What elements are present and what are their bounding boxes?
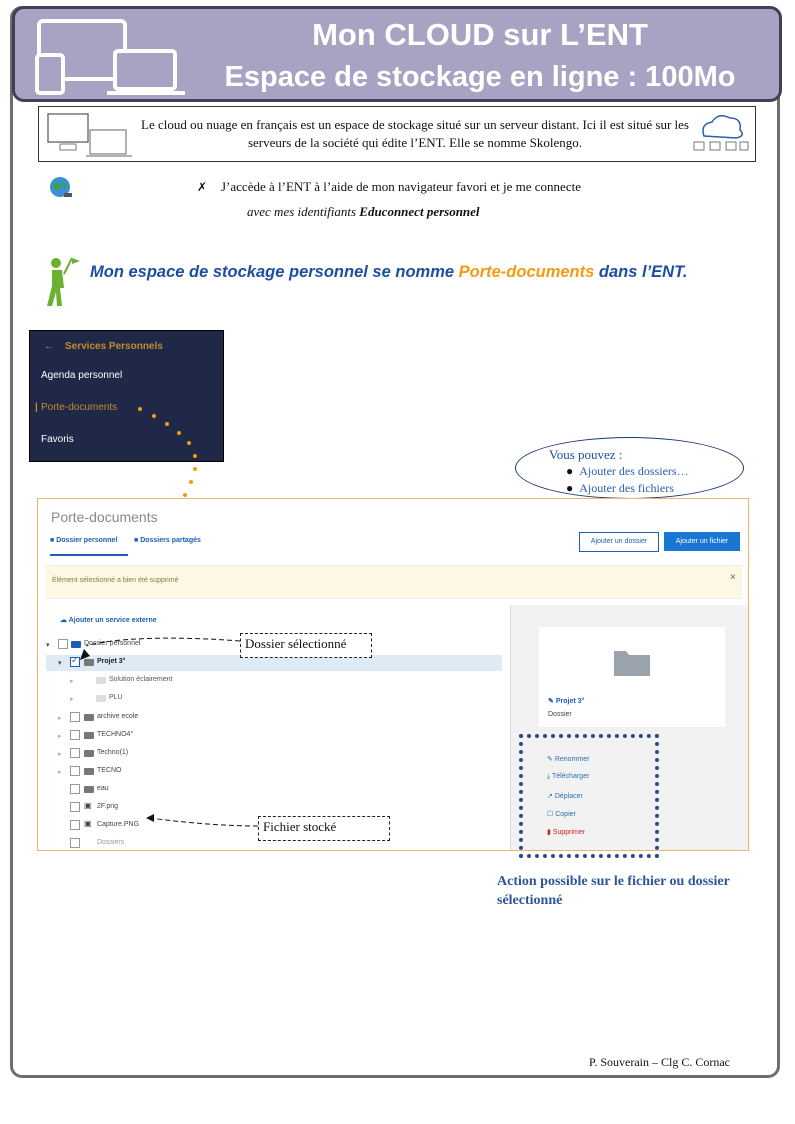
menu-item-agenda[interactable]: Agenda personnel [41,370,123,381]
expand-arrow-icon[interactable]: ▸ [58,733,62,740]
menu-back-icon[interactable]: ← [44,341,54,352]
expand-arrow-icon[interactable]: ▾ [58,660,62,667]
image-file-icon: ▣ [84,801,92,810]
tree-item-techno1[interactable]: Techno(1) [97,749,129,756]
tree-item-projet[interactable]: Projet 3° [97,658,126,665]
move-arrow-icon: ↗ [547,793,553,800]
page-subtitle: Espace de stockage en ligne : 100Mo [224,61,736,93]
action-note: Action possible sur le fichier ou dossier sélectionné [497,874,730,908]
intro-text: Le cloud ou nuage en français est un espace de stockage situé sur un serveur distant. Ici il est situé sur les serveurs de la société qui édite l’ENT. Elle se nomme Skolengo. [141,117,689,150]
download-icon: ⤓ [547,773,551,780]
pencil-icon: ✎ [547,756,553,763]
notice-text: Élément sélectionné a bien été supprimé [52,577,179,584]
expand-arrow-icon[interactable]: ▸ [58,715,62,722]
tree-item-tecno[interactable]: TECNO [97,767,122,774]
image-file-icon: ▣ [84,819,92,828]
login-line2: avec mes identifiants Educonnect personnel [247,204,480,219]
bullet-icon: ● [566,464,574,478]
expand-arrow-icon[interactable]: ▸ [58,751,62,758]
expand-arrow-icon[interactable]: ▸ [70,678,74,685]
check-icon: ✓ [71,655,79,665]
tree-item-archive[interactable]: archive ecole [97,713,139,720]
menu-section-title: Services Personnels [65,341,163,352]
tree-item-eau[interactable]: eau [97,785,109,792]
app-title: Porte-documents [51,509,158,525]
folder-icon: ■ [50,537,55,544]
label-file-stored: Fichier stocké [258,816,390,841]
action-download[interactable]: ⤓ Télécharger [547,773,590,780]
notice-close-icon[interactable]: × [730,572,736,583]
expand-arrow-icon[interactable]: ▸ [70,696,74,703]
add-external-service-link[interactable]: ☁ Ajouter un service externe [60,617,157,624]
callout-title: Vous pouvez : [549,447,623,462]
label-folder-selected: Dossier sélectionné [240,633,372,658]
footer-credit: P. Souverain – Clg C. Cornac [589,1055,730,1069]
tab-dossier-personnel[interactable]: ■ Dossier personnel [50,537,118,544]
tree-item-dossier-personnel[interactable]: Dossier personnel [84,640,141,647]
trash-icon: ▮ [547,829,551,836]
login-bullet: ✗ [197,180,208,194]
cloud-add-icon: ☁ [60,617,67,624]
action-delete[interactable]: ▮ Supprimer [547,829,586,836]
pencil-icon[interactable]: ✎ [548,698,554,705]
add-folder-button[interactable]: Ajouter un dossier [579,532,659,552]
menu-item-favoris[interactable]: Favoris [41,434,74,445]
tree-item-2f-png[interactable]: 2F.png [97,803,119,810]
tree-item-plu[interactable]: PLU [109,694,123,701]
action-move[interactable]: ↗ Déplacer [547,793,583,800]
add-file-button[interactable]: Ajouter un fichier [664,532,740,551]
menu-item-porte-documents[interactable]: Porte-documents [41,402,118,413]
page-title: Mon CLOUD sur L’ENT [312,17,648,52]
bullet-icon: ● [566,481,574,495]
preview-type: Dossier [548,711,572,718]
expand-arrow-icon[interactable]: ▾ [46,642,50,649]
copy-icon: ☐ [547,811,554,818]
tree-item-partial[interactable]: Dossiers [97,839,125,846]
tree-item-solution[interactable]: Solution éclairement [109,676,173,683]
preview-name: ✎ Projet 3° [548,698,585,705]
menu-item-active-marker: | [35,402,38,413]
callout-item-folders: ● Ajouter des dossiers… [566,464,689,478]
action-copy[interactable]: ☐ Copier [547,811,576,818]
callout-item-files: ● Ajouter des fichiers [566,481,674,495]
shared-folder-icon: ■ [134,537,139,544]
expand-arrow-icon[interactable]: ▸ [58,769,62,776]
action-rename[interactable]: ✎ Renommer [547,756,590,763]
login-line1: J’accède à l’ENT à l’aide de mon navigateur favori et je me connecte [221,179,581,194]
actions-highlight-box [519,734,659,858]
tree-item-capture-png[interactable]: Capture.PNG [97,821,140,828]
tab-dossiers-partages[interactable]: ■ Dossiers partagés [134,537,201,544]
tree-item-techno4[interactable]: TECHNO4° [97,731,134,738]
storage-statement: Mon espace de stockage personnel se nomme Porte-documents dans l’ENT. [90,263,688,281]
